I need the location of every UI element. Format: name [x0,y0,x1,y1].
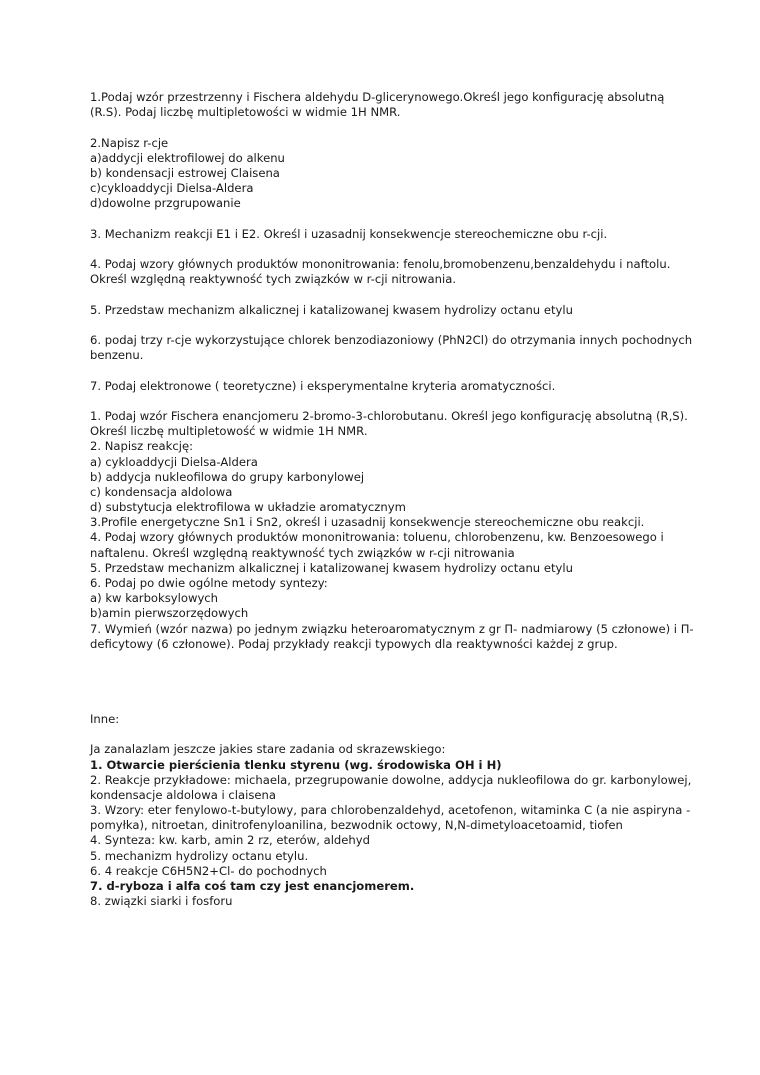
question-7 [90,379,690,394]
text-line: a) kw karboksylowych [90,591,219,606]
text-line: d)dowolne przgrupowanie [90,196,241,211]
question-1 [90,90,690,120]
text-line: 4. Podaj wzory głównych produktów mononitrowania: fenolu,bromobenzenu,benzaldehydu i naftolu. [90,257,671,272]
text-line: 3. Mechanizm reakcji E1 i E2. Określ i uzasadnij konsekwencje stereochemiczne obu r-cji. [90,226,608,241]
text-line: 5. Przedstaw mechanizm alkalicznej i katalizowanej kwasem hydrolizy octanu etylu [90,302,573,317]
text-line: 6. Podaj po dwie ogólne metody syntezy: [90,576,328,590]
text-line: Określ względną reaktywność tych związków w r-cji nitrowania. [90,272,457,287]
text-line: 6. podaj trzy r-cje wykorzystujące chlorek benzodiazoniowy (PhN2Cl) do otrzymania innych pochodnych [90,333,693,347]
text-line: 7. Podaj elektronowe ( teoretyczne) i eksperymentalne kryteria aromatyczności. [90,378,556,393]
text-line: 2. Reakcje przykładowe: michaela, przegrupowanie dowolne, addycja nukleofilowa do gr. karbonylowej, [90,772,692,787]
text-line: 4. Synteza: kw. karb, amin 2 rz, eterów, aldehyd [90,833,370,848]
text-line: 1. Podaj wzór Fischera enancjomeru 2-bromo-3-chlorobutanu. Określ jego konfigurację absolutną (R,S). [90,408,688,423]
text-line: a)addycji elektrofilowej do alkenu [90,150,285,165]
text-line: 5. mechanizm hydrolizy octanu etylu. [90,848,309,863]
text-line: b) addycja nukleofilowa do grupy karbonylowej [90,469,365,484]
document-page [90,90,694,909]
intro-line: Ja zanalazlam jeszcze jakies stare zadania od skrazewskiego: [90,742,446,757]
question-3 [90,227,690,242]
text-line: 2. Napisz reakcję: [90,439,194,454]
text-line: (R.S). Podaj liczbę multipletowości w widmie 1H NMR. [90,105,401,120]
section-heading: Inne: [90,711,120,726]
text-line: b)amin pierwszorzędowych [90,606,249,621]
question-2 [90,136,690,212]
other-section [90,712,690,909]
text-line: pomyłka), nitroetan, dinitrofenyloanilina, bezwodnik octowy, N,N-dimetyloacetoamid, tiofen [90,818,623,833]
text-line: b) kondensacji estrowej Claisena [90,165,280,180]
text-line: 3.Profile energetyczne Sn1 i Sn2, określ i uzasadnij konsekwencje stereochemiczne obu reakcji. [90,515,645,530]
bold-item: 1. Otwarcie pierścienia tlenku styrenu (wg. środowiska OH i H) [90,757,502,772]
text-line: 5. Przedstaw mechanizm alkalicznej i katalizowanej kwasem hydrolizy octanu etylu [90,560,573,575]
text-line: c) kondensacja aldolowa [90,484,233,499]
text-line: 8. związki siarki i fosforu [90,894,233,909]
text-line: benzenu. [90,348,144,363]
text-line: c)cykloaddycji Dielsa-Aldera [90,181,254,196]
bold-item: 7. d-ryboza i alfa coś tam czy jest enancjomerem. [90,879,415,893]
second-question-set [90,408,694,652]
text-line: d) substytucja elektrofilowa w układzie aromatycznym [90,500,406,515]
question-6 [90,333,693,363]
text-line: 3. Wzory: eter fenylowo-t-butylowy, para chlorobenzaldehyd, acetofenon, witaminka C (a nie aspiryna - [90,803,691,818]
text-line: 1.Podaj wzór przestrzenny i Fischera aldehydu D-glicerynowego.Określ jego konfigurację absolutną [90,90,665,104]
text-line: deficytowy (6 członowe). Podaj przykłady reakcji typowych dla reaktywności każdej z grup. [90,636,618,651]
question-4 [90,257,690,287]
text-line: 4. Podaj wzory głównych produktów mononitrowania: toluenu, chlorobenzenu, kw. Benzoesowego i [90,530,664,545]
text-line: 2.Napisz r-cje [90,135,169,150]
text-line: 7. Wymień (wzór nazwa) po jednym związku heteroaromatycznym z gr Π- nadmiarowy (5 członowe) i Π- [90,621,694,636]
text-line: 6. 4 reakcje C6H5N2+Cl- do pochodnych [90,863,327,878]
text-line: a) cykloaddycji Dielsa-Aldera [90,454,258,469]
text-line: Określ liczbę multipletowość w widmie 1H NMR. [90,424,368,439]
text-line: naftalenu. Określ względną reaktywność tych związków w r-cji nitrowania [90,545,515,560]
question-5 [90,303,690,318]
text-line: kondensacje aldolowa i claisena [90,787,276,802]
